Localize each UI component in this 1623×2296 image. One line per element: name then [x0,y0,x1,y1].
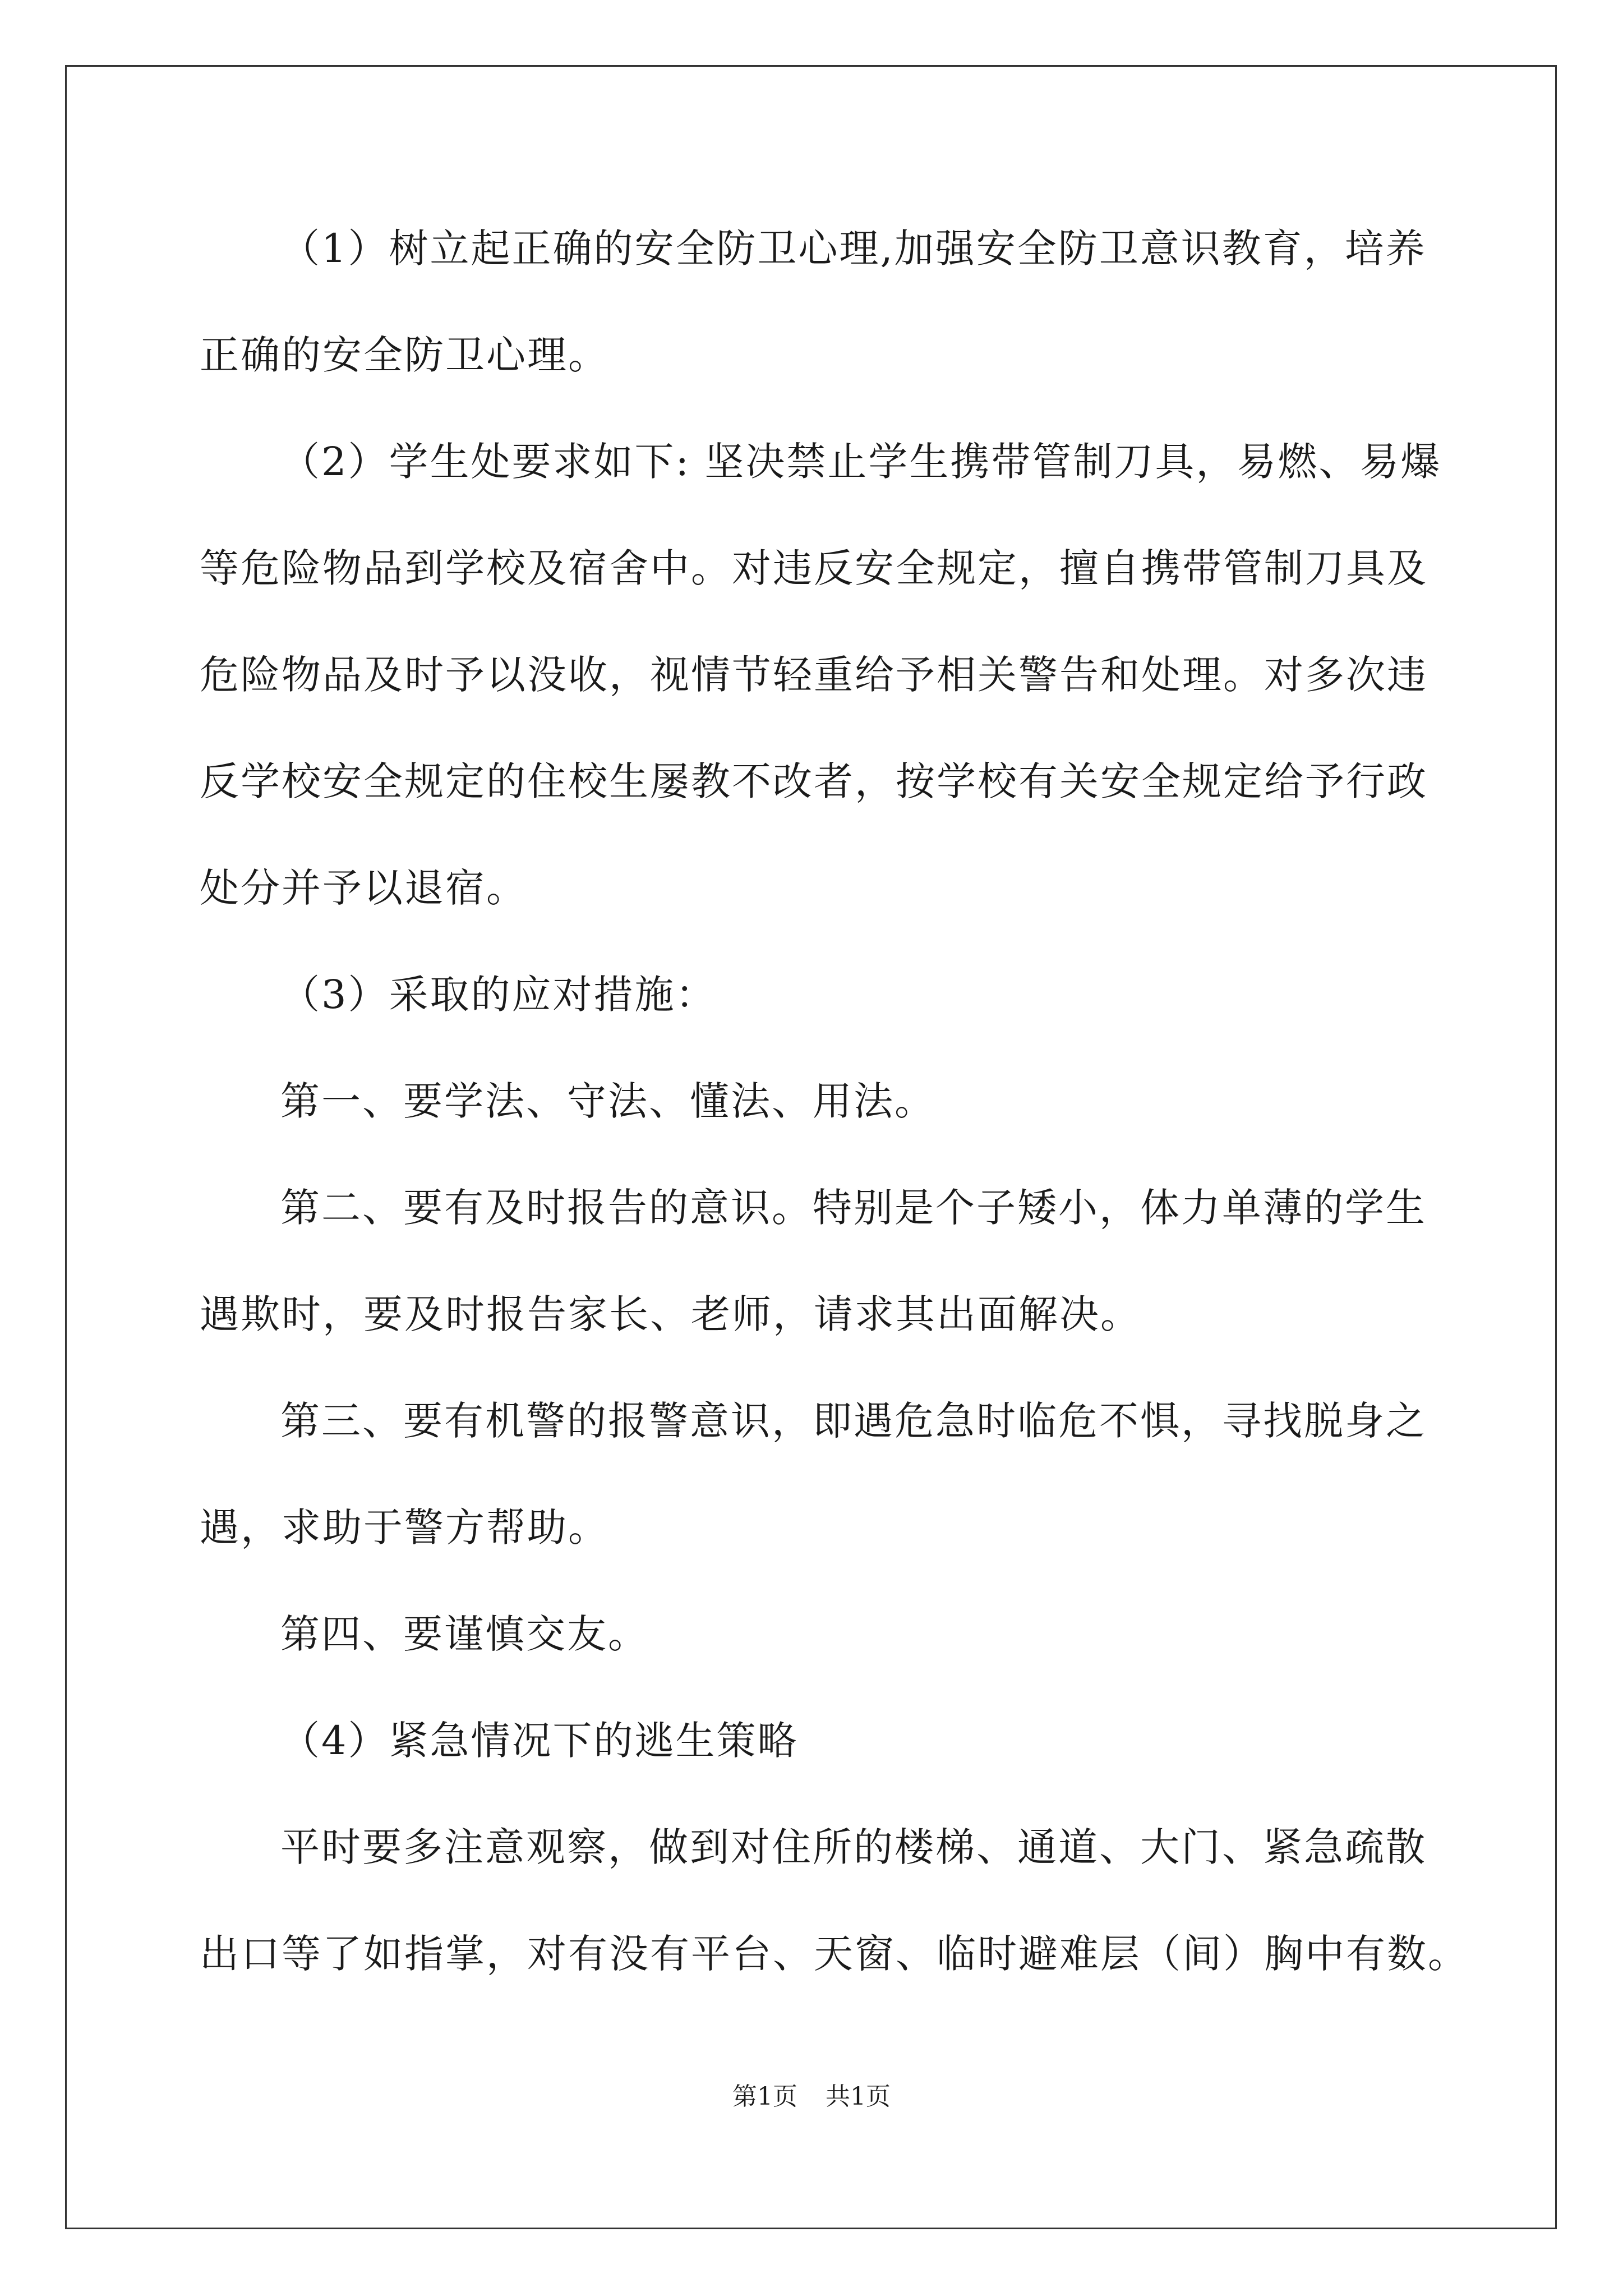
paragraph-line: （2）学生处要求如下: 坚决禁止学生携带管制刀具，易燃、易爆 [280,439,1442,485]
paragraph-line: （1）树立起正确的安全防卫心理,加强安全防卫意识教育，培养 [280,226,1427,272]
page-number-current: 第1页 [732,2082,797,2111]
paragraph-line: 等危险物品到学校及宿舍中。对违反安全规定，擅自携带管制刀具及 [200,545,1428,591]
page-footer [0,2080,1623,2114]
paragraph-line: 第一、要学法、守法、懂法、用法。 [280,1078,935,1124]
paragraph-line: （4）紧急情况下的逃生策略 [280,1718,799,1764]
page-number-total: 共1页 [826,2082,891,2111]
paragraph-line: 第四、要谨慎交友。 [280,1611,649,1657]
paragraph-line: 危险物品及时予以没收，视情节轻重给予相关警告和处理。对多次违 [200,652,1428,698]
paragraph-line: 第三、要有机警的报警意识，即遇危急时临危不惧，寻找脱身之 [280,1398,1427,1444]
page-border [65,65,1557,2229]
paragraph-line: （3）采取的应对措施： [280,972,717,1018]
paragraph-line: 第二、要有及时报告的意识。特别是个子矮小，体力单薄的学生 [280,1185,1427,1231]
paragraph-line: 遇，求助于警方帮助。 [200,1504,609,1550]
paragraph-line: 遇欺时，要及时报告家长、老师，请求其出面解决。 [200,1291,1141,1337]
paragraph-line: 平时要多注意观察，做到对住所的楼梯、通道、大门、紧急疏散 [280,1824,1427,1870]
paragraph-line: 反学校安全规定的住校生屡教不改者，按学校有关安全规定给予行政 [200,758,1428,804]
paragraph-line: 正确的安全防卫心理。 [200,332,609,378]
paragraph-line: 出口等了如指掌，对有没有平台、天窗、临时避难层（间）胸中有数。 [200,1931,1469,1977]
paragraph-line: 处分并予以退宿。 [200,865,527,911]
